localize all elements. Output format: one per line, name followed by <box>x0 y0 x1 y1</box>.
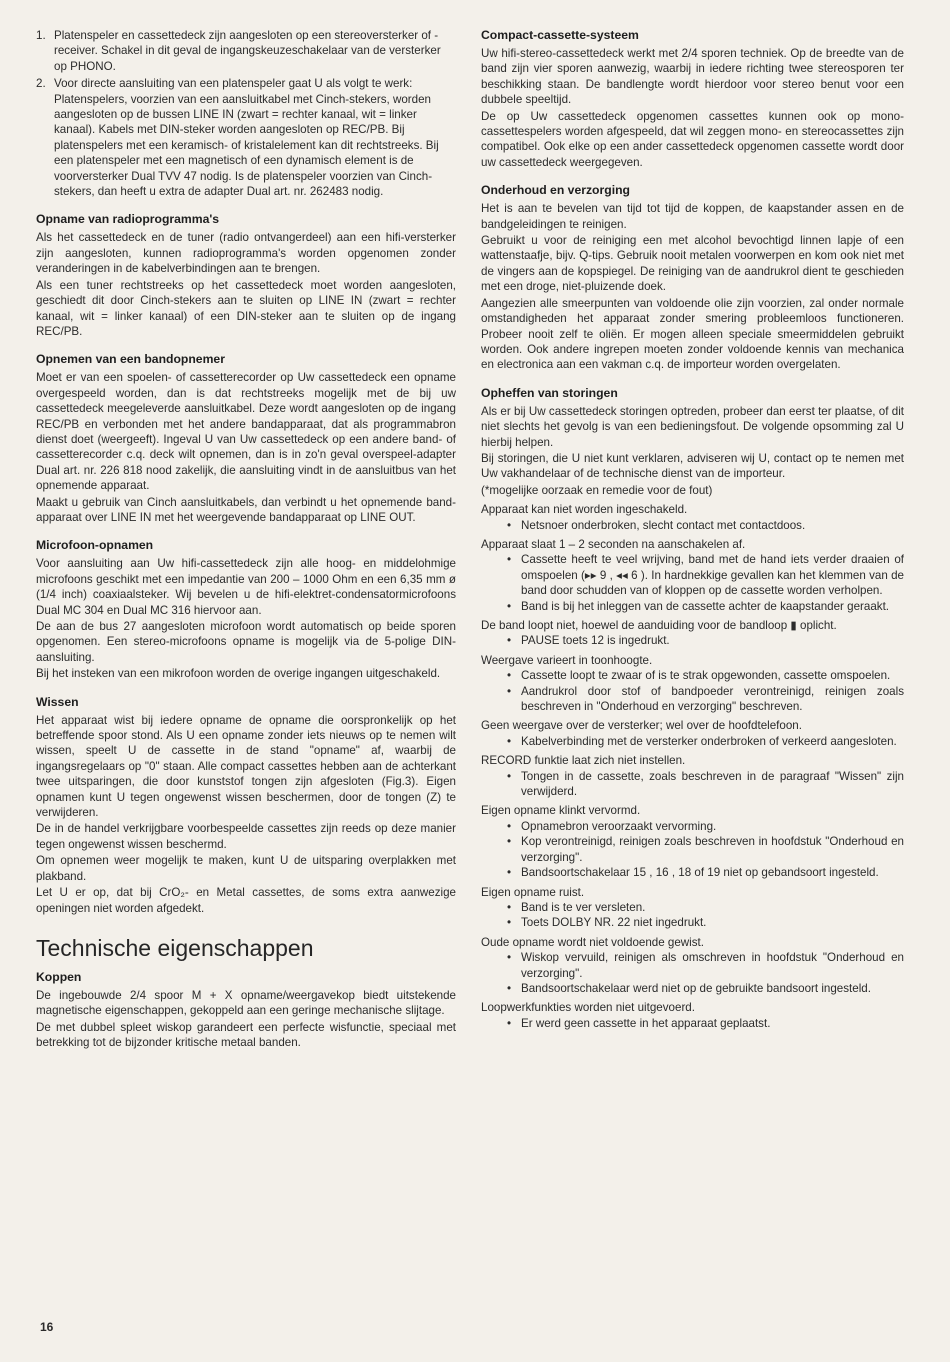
section-title-radio: Opname van radioprogramma's <box>36 212 220 227</box>
fault-question: Geen weergave over de versterker; wel over de hoofdtelefoon. <box>481 719 802 733</box>
fault-question: Eigen opname klinkt vervormd. <box>481 804 641 818</box>
list-item: • Wiskop vervuild, reinigen als omschreven in hoofdstuk "Onderhoud en verzorging". <box>503 950 904 981</box>
paragraph: Aangezien alle smeerpunten van voldoende olie zijn voorzien, zal onder normale omstandigheden het apparaat zonder smering probleemloos functioneren. Probeer nooit zelf te oliën. Er mogen alleen speciale smeermiddelen gebruikt worden. Ook andere ingrepen moeten zonder voldoende kennis van mechanica en electronica aan een vakman c.q. de importeur worden overgelaten. <box>481 296 904 372</box>
list-item: • Toets DOLBY NR. 22 niet ingedrukt. <box>503 915 904 930</box>
fault-remedies <box>481 734 904 749</box>
fault-remedies <box>481 819 904 881</box>
list-item: • Opnamebron veroorzaakt vervorming. <box>503 819 904 834</box>
fault-remedies <box>481 1016 904 1031</box>
paragraph: De ingebouwde 2/4 spoor M + X opname/weergavekop biedt uitstekende magnetische eigenschappen, gekoppeld aan een geringe mechanische slijtage. <box>36 988 456 1018</box>
list-item: • Band is te ver versleten. <box>503 900 904 915</box>
section-title-onderhoud: Onderhoud en verzorging <box>481 183 630 198</box>
list-item: • Er werd geen cassette in het apparaat geplaatst. <box>503 1016 904 1031</box>
fault-list <box>481 502 904 1031</box>
paragraph: Moet er van een spoelen- of cassetterecorder op Uw cassettedeck een opname overgespeeld worden, dan is dat rechtstreeks mogelijk met de bij uw cassettedeck meegeleverde aansluitkabel. Deze wordt aangesloten op de ingang REC/PB en verbonden met het andere bandapparaat, dat als programmabron dienst doet (weergeeft). Ingeval U van Uw cassettedeck op een andere band- of cassetterecorder c.q. deck wilt opnemen, dan is in zo'n geval overspeel-adapter Dual art. nr. 226 818 nood zakelijk, die aansluiting vindt in de aansluitbus van het opnemende apparaat. <box>36 371 456 493</box>
section-title-wissen: Wissen <box>36 694 79 709</box>
chapter-title: Technische eigenschappen <box>36 934 314 961</box>
fault-remedies <box>481 900 904 931</box>
paragraph: Let U er op, dat bij CrO₂- en Metal cassettes, de soms extra aanwezige openingen niet worden afgedekt. <box>36 886 456 915</box>
section-title-storingen: Opheffen van storingen <box>481 385 618 400</box>
paragraph: Het apparaat wist bij iedere opname de opname die oorspronkelijk op het betreffende spoor stond. Als U een opname zonder iets nieuws op te nemen wilt wissen, speelt U de cassette in de stand "opname" af, waarbij de ingangsregelaars op "0" staan. Alle compact cassettes hebben aan de achterkant twee uitsparingen, die door kunststof tongen zijn afgesloten (Fig.3). Eigen opnamen kunt U tegen ongewenst wissen beschermen, door de tongen (Z) te verwijderen. <box>36 713 456 820</box>
fault-question: Weergave varieert in toonhoogte. <box>481 653 653 667</box>
section-title-microfoon: Microfoon-opnamen <box>36 538 154 553</box>
paragraph: De met dubbel spleet wiskop garandeert een perfecte wisfunctie, speciaal met betrekking tot de bijzonder kritische metaal banden. <box>36 1020 456 1050</box>
list-item: • Kop verontreinigd, reinigen zoals beschreven in hoofdstuk "Onderhoud en verzorging". <box>503 834 904 865</box>
section-title-bandopnemer: Opnemen van een bandopnemer <box>36 352 225 367</box>
fault-question: RECORD funktie laat zich niet instellen. <box>481 754 686 768</box>
fault-remedies <box>481 518 904 533</box>
list-item: • Cassette heeft te veel wrijving, band met de hand iets verder draaien of omspoelen (▸▸ 9 , ◂◂ 6 ). In hardnekkige gevallen kan het klemmen van de band door schudden van of kloppen op de cassette worden verholpen. <box>503 552 904 598</box>
list-item: • Bandsoortschakelaar werd niet op de gebruikte bandsoort ingesteld. <box>503 981 904 996</box>
paragraph: Voor aansluiting aan Uw hifi-cassettedeck zijn alle hoog- en middelohmige microfoons geschikt met een impedantie van 200 – 1000 Ohm en een 6,35 mm ø (1/4 inch) coaxiaalsteker. Wij bevelen u de hifi-elektret-condensatormicrofoons Dual MC 304 en Dual MC 316 hiervoor aan. <box>36 557 456 617</box>
section-title-compact-cassette: Compact-cassette-systeem <box>481 28 639 42</box>
fault-question: Oude opname wordt niet voldoende gewist. <box>481 935 704 949</box>
list-item: • Aandrukrol door stof of bandpoeder verontreinigd, reinigen zoals beschreven in "Onderhoud en verzorging" beschreven. <box>503 684 904 715</box>
fault-remedies <box>481 668 904 714</box>
paragraph: (*mogelijke oorzaak en remedie voor de fout) <box>481 483 713 497</box>
fault-remedies <box>481 552 904 614</box>
numbered-item-1 <box>36 28 456 74</box>
fault-remedies <box>481 769 904 800</box>
paragraph: Uw hifi-stereo-cassettedeck werkt met 2/4 sporen techniek. Op de breedte van de band zijn vier sporen aanwezig, waarbij in iedere richting twee stereosporen ter beschikking staan. De bandlengte wordt hierdoor voor stereo benut voor een dubbele speeltijd. <box>481 47 904 107</box>
fault-question: De band loopt niet, hoewel de aanduiding voor de bandloop ▮ oplicht. <box>481 619 837 632</box>
paragraph: Bij het insteken van een mikrofoon worden de overige ingangen uitgeschakeld. <box>36 667 441 681</box>
paragraph: Om opnemen weer mogelijk te maken, kunt U de uitsparing overplakken met plakband. <box>36 854 456 883</box>
item-text: Voor directe aansluiting van een platenspeler gaat U als volgt te werk: Platenspelers, voorzien van een aansluitkabel met Cinch-stekers, worden aangesloten op de bussen LINE IN (zwart = rechter kanaal, wit = linker kanaal). Kabels met DIN-steker worden aangesloten op REC/PB. Bij platenspelers met een keramisch- of kristalelement kan dit rechtstreeks. Bij een platenspeler met een magnetisch of een dynamisch element is de voorversterker Dual TVV 47 nodig. Is de platenspeler voorzien van Cinch-stekers, dan heeft u extra de adapter Dual art. nr. 262483 nodig. <box>54 77 439 199</box>
section-title-koppen: Koppen <box>36 969 82 984</box>
paragraph: Het is aan te bevelen van tijd tot tijd de koppen, de kaapstander assen en de bandgeleidingen te reinigen. <box>481 202 904 231</box>
fault-question: Loopwerkfunkties worden niet uitgevoerd. <box>481 1001 695 1015</box>
fault-question: Apparaat slaat 1 – 2 seconden na aanschakelen af. <box>481 537 746 551</box>
numbered-item-2 <box>36 76 456 199</box>
fault-remedies <box>481 633 904 648</box>
fault-question: Apparaat kan niet worden ingeschakeld. <box>481 503 688 517</box>
right-column <box>481 28 904 1031</box>
paragraph: De in de handel verkrijgbare voorbespeelde cassettes zijn reeds op deze manier tegen ongewenst wissen beschermd. <box>36 822 456 851</box>
fault-remedies <box>481 950 904 996</box>
paragraph: De op Uw cassettedeck opgenomen cassettes kunnen ook op mono-cassettespelers worden afgespeeld, dat wil zeggen mono- en stereocassettes zijn compatibel. Ook elke op een ander cassettedeck opgenomen cassette wordt door uw cassettedeck weergegeven. <box>481 109 904 169</box>
list-item: • Bandsoortschakelaar 15 , 16 , 18 of 19 niet op gebandsoort ingesteld. <box>503 865 904 880</box>
list-item: • Kabelverbinding met de versterker onderbroken of verkeerd aangesloten. <box>503 734 904 749</box>
paragraph: Als een tuner rechtstreeks op het cassettedeck moet worden aangesloten, geschiedt dit door Cinch-stekers aan te sluiten op LINE IN (zwart = rechter kanaal, wit = linker kanaal) of een DIN-steker aan te sluiten op de ingang REC/PB. <box>36 278 456 338</box>
left-column <box>36 28 456 1052</box>
item-text: Platenspeler en cassettedeck zijn aangesloten op een stereoversterker of -receiver. Schakel in dit geval de ingangskeuzeschakelaar van de versterker op PHONO. <box>54 29 441 73</box>
paragraph: Bij storingen, die U niet kunt verklaren, adviseren wij U, contact op te nemen met Uw vakhandelaar of de technische dienst van de importeur. <box>481 451 904 481</box>
item-number: 1. <box>36 29 46 42</box>
list-item: • Cassette loopt te zwaar of is te strak opgewonden, cassette omspoelen. <box>503 668 904 683</box>
paragraph: Gebruikt u voor de reiniging een met alcohol bevochtigd linnen lapje of een wattenstaafje, bijv. Q-tips. Gebruik nooit metalen voorwerpen en kom ook niet met de vingers aan de kopspiegel. De reiniging van de aandrukrol dient te geschieden met een droge, niet-pluizende doek. <box>481 234 904 294</box>
list-item: • Netsnoer onderbroken, slecht contact met contactdoos. <box>503 518 904 533</box>
paragraph: De aan de bus 27 aangesloten microfoon wordt automatisch op beide sporen opgenomen. Een stereo-microfoons opname is mogelijk via de 5-polige DIN-aansluiting. <box>36 620 456 664</box>
paragraph: Maakt u gebruik van Cinch aansluitkabels, dan verbindt u het opnemende band-apparaat over LINE IN met het weergevende bandapparaat op LINE OUT. <box>36 495 456 524</box>
list-item: • Band is bij het inleggen van de cassette achter de kaapstander geraakt. <box>503 599 904 614</box>
list-item: • Tongen in de cassette, zoals beschreven in de paragraaf "Wissen" zijn verwijderd. <box>503 769 904 800</box>
list-item: • PAUSE toets 12 is ingedrukt. <box>503 633 904 648</box>
fault-question: Eigen opname ruist. <box>481 885 585 899</box>
paragraph: Als het cassettedeck en de tuner (radio ontvangerdeel) aan een hifi-versterker zijn aangesloten, kunnen radioprogramma's worden opgenomen zonder veranderingen in de kabelverbindingen aan te brengen. <box>36 231 456 276</box>
paragraph: Als er bij Uw cassettedeck storingen optreden, probeer dan eerst ter plaatse, of dit niet slechts het gevolg is van een bedieningsfout. De volgende opsomming zal U hierbij helpen. <box>481 404 904 449</box>
item-number: 2. <box>36 77 46 91</box>
page-number: 16 <box>40 1320 54 1334</box>
